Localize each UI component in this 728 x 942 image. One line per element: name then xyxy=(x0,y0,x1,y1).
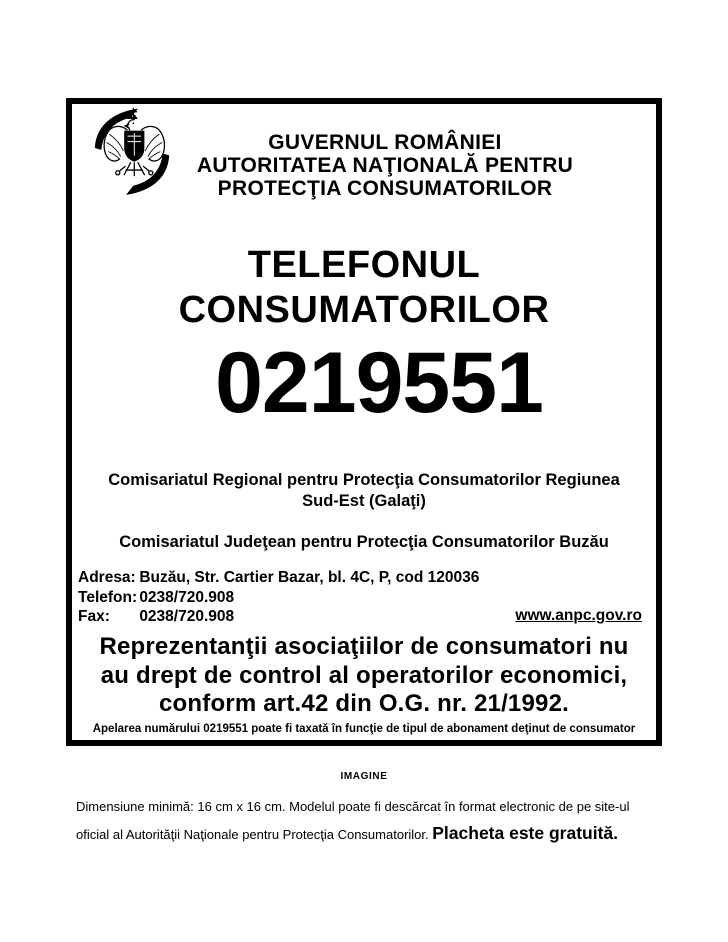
bottom-note-line2 xyxy=(76,820,629,848)
county-office-line: Comisariatul Judeţean pentru Protecţia Consumatorilor Buzău xyxy=(119,533,609,551)
header-line: PROTECŢIA CONSUMATORILOR xyxy=(217,177,553,200)
regional-office xyxy=(72,470,656,512)
header-line: AUTORITATEA NAŢIONALĂ PENTRU xyxy=(196,154,574,177)
legal-notice-line: conform art.42 din O.G. nr. 21/1992. xyxy=(158,690,569,718)
free-placard-statement: Placheta este gratuită. xyxy=(432,823,619,843)
bottom-note-line1: Dimensiune minimă: 16 cm x 16 cm. Modelul poate fi descărcat în format electronic de pe site-ul xyxy=(76,799,630,814)
title-line: CONSUMATORILOR xyxy=(178,289,550,331)
legal-notice xyxy=(72,633,656,719)
website-link[interactable]: www.anpc.gov.ro xyxy=(515,607,642,624)
placard-title xyxy=(72,243,656,333)
consumer-phone-number: 0219551 xyxy=(215,335,543,431)
image-caption: IMAGINE xyxy=(340,771,388,782)
contact-row xyxy=(78,588,479,608)
government-header xyxy=(72,131,656,200)
county-office xyxy=(72,532,656,553)
contact-row xyxy=(78,568,479,588)
legal-notice-line: au drept de control al operatorilor economici, xyxy=(100,661,628,689)
placard-border-box xyxy=(66,98,662,746)
contact-info xyxy=(78,568,479,627)
phone-value: 0238/720.908 xyxy=(139,588,235,606)
regional-office-line: Comisariatul Regional pentru Protecţia Consumatorilor Regiunea xyxy=(108,471,620,489)
bottom-note-line2-text: oficial al Autorităţii Naţionale pentru Protecţia Consumatorilor. xyxy=(76,827,429,842)
fax-label: Fax: xyxy=(78,608,110,626)
fax-value: 0238/720.908 xyxy=(139,608,235,626)
bottom-note xyxy=(76,793,629,848)
call-charge-note: Apelarea numărului 0219551 poate fi taxată în funcţie de tipul de abonament deţinut de consumator xyxy=(92,723,636,735)
contact-row xyxy=(78,607,479,627)
title-line: TELEFONUL xyxy=(247,244,481,286)
address-label: Adresa: xyxy=(78,569,136,586)
regional-office-line: Sud-Est (Galaţi) xyxy=(302,492,426,510)
header-line: GUVERNUL ROMÂNIEI xyxy=(268,131,502,154)
legal-notice-line: Reprezentanţii asociaţiilor de consumatori nu xyxy=(99,633,629,660)
phone-label: Telefon: xyxy=(78,588,138,606)
address-value: Buzău, Str. Cartier Bazar, bl. 4C, P, cod 120036 xyxy=(139,569,480,586)
